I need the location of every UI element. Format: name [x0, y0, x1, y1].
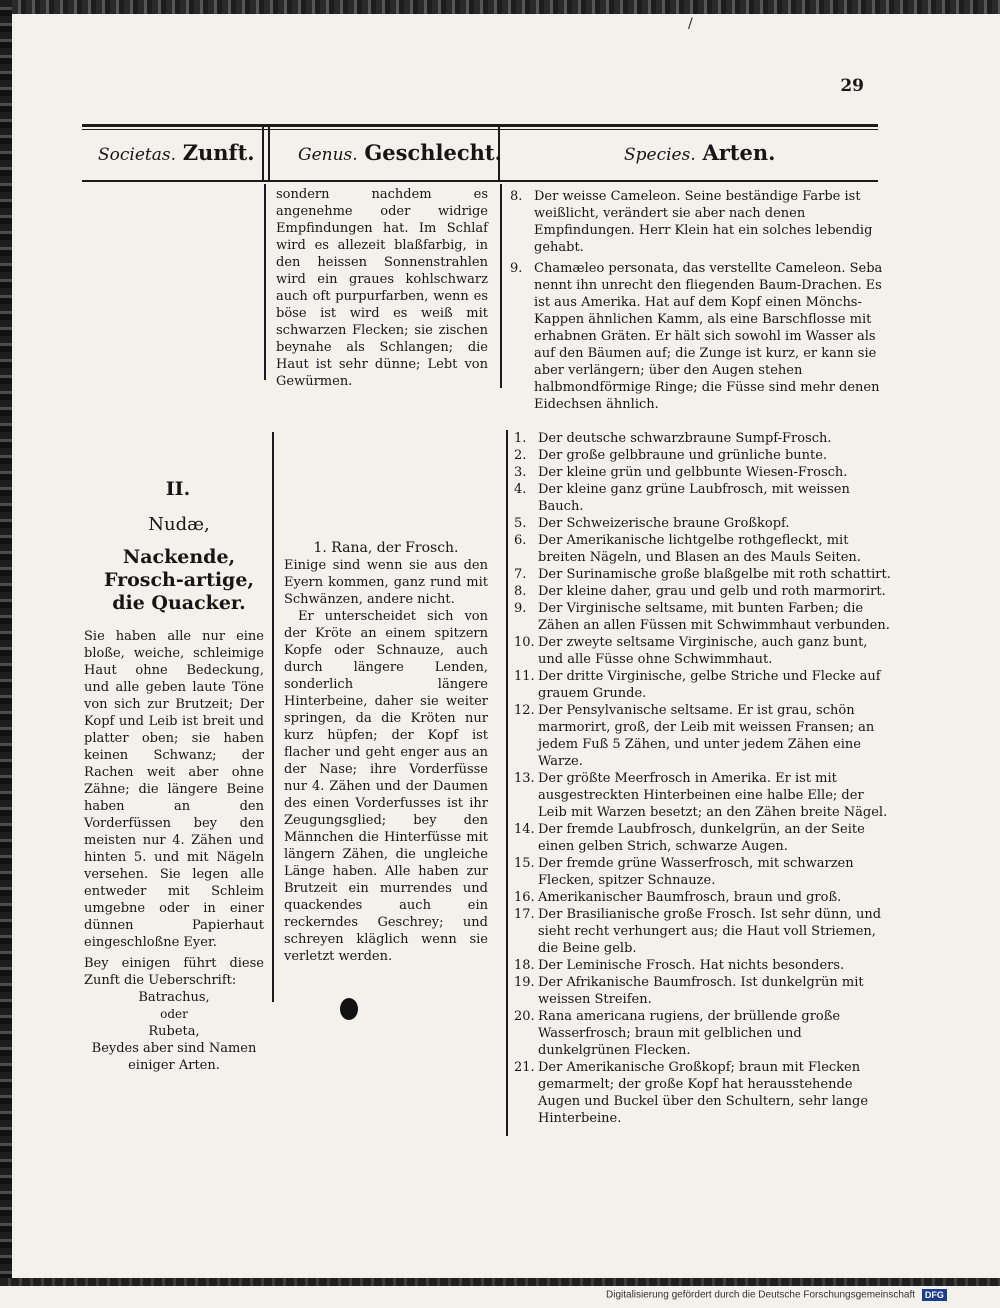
item-text: Amerikanischer Baumfrosch, braun und groß. [538, 890, 842, 905]
order-description [84, 628, 264, 1074]
item-text: Der kleine daher, grau und gelb und roth marmorirt. [538, 584, 886, 599]
species-upper-list [510, 188, 886, 413]
upper-genus-brace [264, 184, 266, 380]
item-number: 10. [514, 635, 535, 650]
list-item [514, 481, 894, 515]
item-text: Der Brasilianische große Frosch. Ist sehr dünn, und sieht recht verhungert aus; die Haut voll Striemen, die Beine gelb. [538, 907, 882, 956]
item-text: Rana americana rugiens, der brüllende große Wasserfrosch; braun mit gelblichen und dunkelgrünen Flecken. [538, 1009, 841, 1058]
order-description-text: Sie haben alle nur eine bloße, weiche, schleimige Haut ohne Bedeckung, und alle geben laute Töne von sich zur Brutzeit; Der Kopf und Leib ist breit und platter oben; sie haben keinen Schwanz; der Rachen weit aber ohne Zähne; die längere Beine haben an den Vorderfüssen bey den meisten nur 4. Zähen und hinten 5. und mit Nägeln versehen. Sie legen alle entweder mit Schleim umgebne oder in einer dünnen Papierhaut eingeschloßne Eyer. [84, 629, 264, 950]
item-number: 3. [514, 465, 527, 480]
order-or: oder [160, 1007, 188, 1021]
item-number: 9. [514, 601, 527, 616]
item-text: Der kleine ganz grüne Laubfrosch, mit weissen Bauch. [538, 482, 850, 514]
header-species-german: Arten. [702, 140, 776, 165]
scan-top-edge [12, 0, 1000, 14]
header-societas-latin: Societas. [98, 145, 176, 165]
item-text: Der zweyte seltsame Virginische, auch ganz bunt, und alle Füsse ohne Schwimmhaut. [538, 635, 868, 667]
list-item [514, 974, 894, 1008]
list-item [514, 600, 894, 634]
item-number: 14. [514, 822, 535, 837]
item-text: Der deutsche schwarzbraune Sumpf-Frosch. [538, 431, 832, 446]
list-item [510, 260, 886, 413]
order-note: Bey einigen führt diese Zunft die Ueberschrift: [84, 956, 264, 988]
list-item [514, 668, 894, 702]
upper-species-brace [500, 184, 502, 388]
item-number: 1. [514, 431, 527, 446]
item-text: Der Amerikanische lichtgelbe rothgefleckt, mit breiten Nägeln, und Blasen an des Mauls Seiten. [538, 533, 861, 565]
list-item [510, 188, 886, 256]
dfg-logo: DFG [922, 1289, 947, 1301]
genus-lower-block [284, 540, 488, 965]
ink-blot [340, 998, 358, 1020]
order-alt-name: Batrachus, [138, 990, 210, 1005]
item-text: Der größte Meerfrosch in Amerika. Er ist mit ausgestreckten Hinterbeinen eine halbe Elle; der Leib mit Warzen besetzt; an den Zähen breite Nägel. [538, 771, 888, 820]
order-german-line: die Quacker. [112, 592, 246, 614]
page-number: 29 [840, 76, 864, 96]
list-item [514, 957, 894, 974]
item-number: 6. [514, 533, 527, 548]
header-species [624, 140, 775, 165]
header-genus-latin: Genus. [298, 145, 358, 165]
species-lower-list [514, 430, 894, 1127]
item-number: 7. [514, 567, 527, 582]
list-item [514, 821, 894, 855]
genus-text: Einige sind wenn sie aus den Eyern kommen, ganz rund mit Schwänzen, andere nicht. [284, 558, 488, 607]
header-societas-german: Zunft. [182, 140, 255, 165]
order-german-line: Nackende, [122, 546, 236, 568]
item-number: 13. [514, 771, 535, 786]
footer-credit [606, 1289, 947, 1301]
order-closing: Beydes aber sind Namen einiger Arten. [91, 1041, 257, 1073]
item-number: 8. [510, 189, 523, 204]
footer-credit-text: Digitalisierung gefördert durch die Deutsche Forschungsgemeinschaft [606, 1289, 916, 1301]
item-number: 19. [514, 975, 535, 990]
column-divider-1 [262, 126, 264, 182]
item-number: 11. [514, 669, 535, 684]
item-text: Der fremde grüne Wasserfrosch, mit schwarzen Flecken, spitzer Schnauze. [538, 856, 854, 888]
item-text: Der Schweizerische braune Großkopf. [538, 516, 790, 531]
item-number: 15. [514, 856, 535, 871]
item-number: 8. [514, 584, 527, 599]
item-number: 5. [514, 516, 527, 531]
order-german-name [90, 546, 268, 615]
item-text: Der dritte Virginische, gelbe Striche und Flecke auf grauem Grunde. [538, 669, 881, 701]
list-item [514, 889, 894, 906]
item-number: 4. [514, 482, 527, 497]
item-text: Der Surinamische große blaßgelbe mit roth schattirt. [538, 567, 891, 582]
item-text: Der Leminische Frosch. Hat nichts besonders. [538, 958, 845, 973]
list-item [514, 855, 894, 889]
item-text: Der Amerikanische Großkopf; braun mit Flecken gemarmelt; der große Kopf hat herausstehende Augen und Buckel über den Schultern, sehr lange Hinterbeine. [538, 1060, 869, 1126]
scan-bottom-edge [0, 1278, 1000, 1286]
lower-species-brace [506, 430, 508, 1136]
item-text: Der große gelbbraune und grünliche bunte. [538, 448, 828, 463]
header-top-rule [82, 124, 878, 131]
header-species-latin: Species. [624, 145, 696, 165]
item-number: 17. [514, 907, 535, 922]
list-item [514, 566, 894, 583]
list-item [514, 464, 894, 481]
list-item [514, 770, 894, 821]
item-text: Der fremde Laubfrosch, dunkelgrün, an der Seite einen gelben Strich, schwarze Augen. [538, 822, 865, 854]
list-item [514, 1008, 894, 1059]
item-text: Der Pensylvanische seltsame. Er ist grau, schön marmorirt, groß, der Leib mit weissen Fransen; an jedem Fuß 5 Zähen, und unter jedem Zähen eine Warze. [538, 703, 875, 769]
header-societas [98, 140, 255, 165]
item-text: Der Virginische seltsame, mit bunten Farben; die Zähen an allen Füssen mit Schwimmhaut verbunden. [538, 601, 890, 633]
header-genus-german: Geschlecht. [364, 140, 502, 165]
item-text: Chamæleo personata, das verstellte Cameleon. Seba nennt ihn unrecht den fliegenden Baum-Drachen. Es ist aus Amerika. Hat auf dem Kopf einen Mönchs-Kappen ähnlichen Kamm, als eine Barschflosse mit erhabnen Gräten. Er hält sich sowohl im Wasser als auf den Bäumen auf; die Zunge ist kurz, er kann sie aber verlängern; über den Augen stehen halbmondförmige Ringe; die Füsse sind mehr denen Eidechsen ähnlich. [534, 261, 883, 412]
lower-genus-brace [272, 432, 274, 1002]
list-item [514, 1059, 894, 1127]
scan-left-edge [0, 0, 12, 1280]
scan-mark: / [688, 16, 693, 32]
item-text: Der weisse Cameleon. Seine beständige Farbe ist weißlicht, verändert sie aber nach denen Empfindungen. Herr Klein hat ein solches lebendig gehabt. [534, 189, 873, 255]
genus-heading: 1. Rana, der Frosch. [313, 540, 459, 556]
order-alt-name: Rubeta, [148, 1024, 200, 1039]
order-number: II. [165, 478, 191, 500]
order-german-line: Frosch-artige, [103, 569, 255, 591]
list-item [514, 532, 894, 566]
item-number: 9. [510, 261, 523, 276]
list-item [514, 447, 894, 464]
order-latin-name: Nudæ, [148, 514, 210, 535]
item-number: 16. [514, 890, 535, 905]
item-number: 2. [514, 448, 527, 463]
header-bottom-rule [82, 180, 878, 182]
genus-upper-text: sondern nachdem es angenehme oder widrige Empfindungen hat. Im Schlaf wird es allezeit blaßfarbig, in den heissen Sonnenstrahlen wird ein graues kohlschwarz auch oft purpurfarben, wenn es böse ist wird es weiß mit schwarzen Flecken; sie zischen beynahe als Schlangen; die Haut ist sehr dünne; Lebt von Gewürmen. [276, 187, 488, 389]
list-item [514, 702, 894, 770]
item-text: Der Afrikanische Baumfrosch. Ist dunkelgrün mit weissen Streifen. [538, 975, 864, 1007]
item-number: 21. [514, 1060, 535, 1075]
item-number: 20. [514, 1009, 535, 1024]
genus-text: Er unterscheidet sich von der Kröte an einem spitzern Kopfe oder Schnauze, auch durch längere Lenden, sonderlich längere Hinterbeine, daher sie weiter springen, da die Kröten nur kurz hüpfen; der Kopf ist flacher und geht enger aus an der Nase; ihre Vorderfüsse nur 4. Zähen und der Daumen des einen Vorderfusses ist ihr Zeugungsglied; bey den Männchen die Hinterfüsse mit längern Zähen, die ungleiche Länge haben. Alle haben zur Brutzeit ein murrendes und quackendes auch ein reckerndes Geschrey; und schreyen kläglich wenn sie verletzt werden. [284, 609, 488, 964]
item-number: 12. [514, 703, 535, 718]
list-item [514, 583, 894, 600]
list-item [514, 515, 894, 532]
item-text: Der kleine grün und gelbbunte Wiesen-Frosch. [538, 465, 848, 480]
list-item [514, 430, 894, 447]
list-item [514, 906, 894, 957]
header-genus [298, 140, 502, 165]
item-number: 18. [514, 958, 535, 973]
list-item [514, 634, 894, 668]
